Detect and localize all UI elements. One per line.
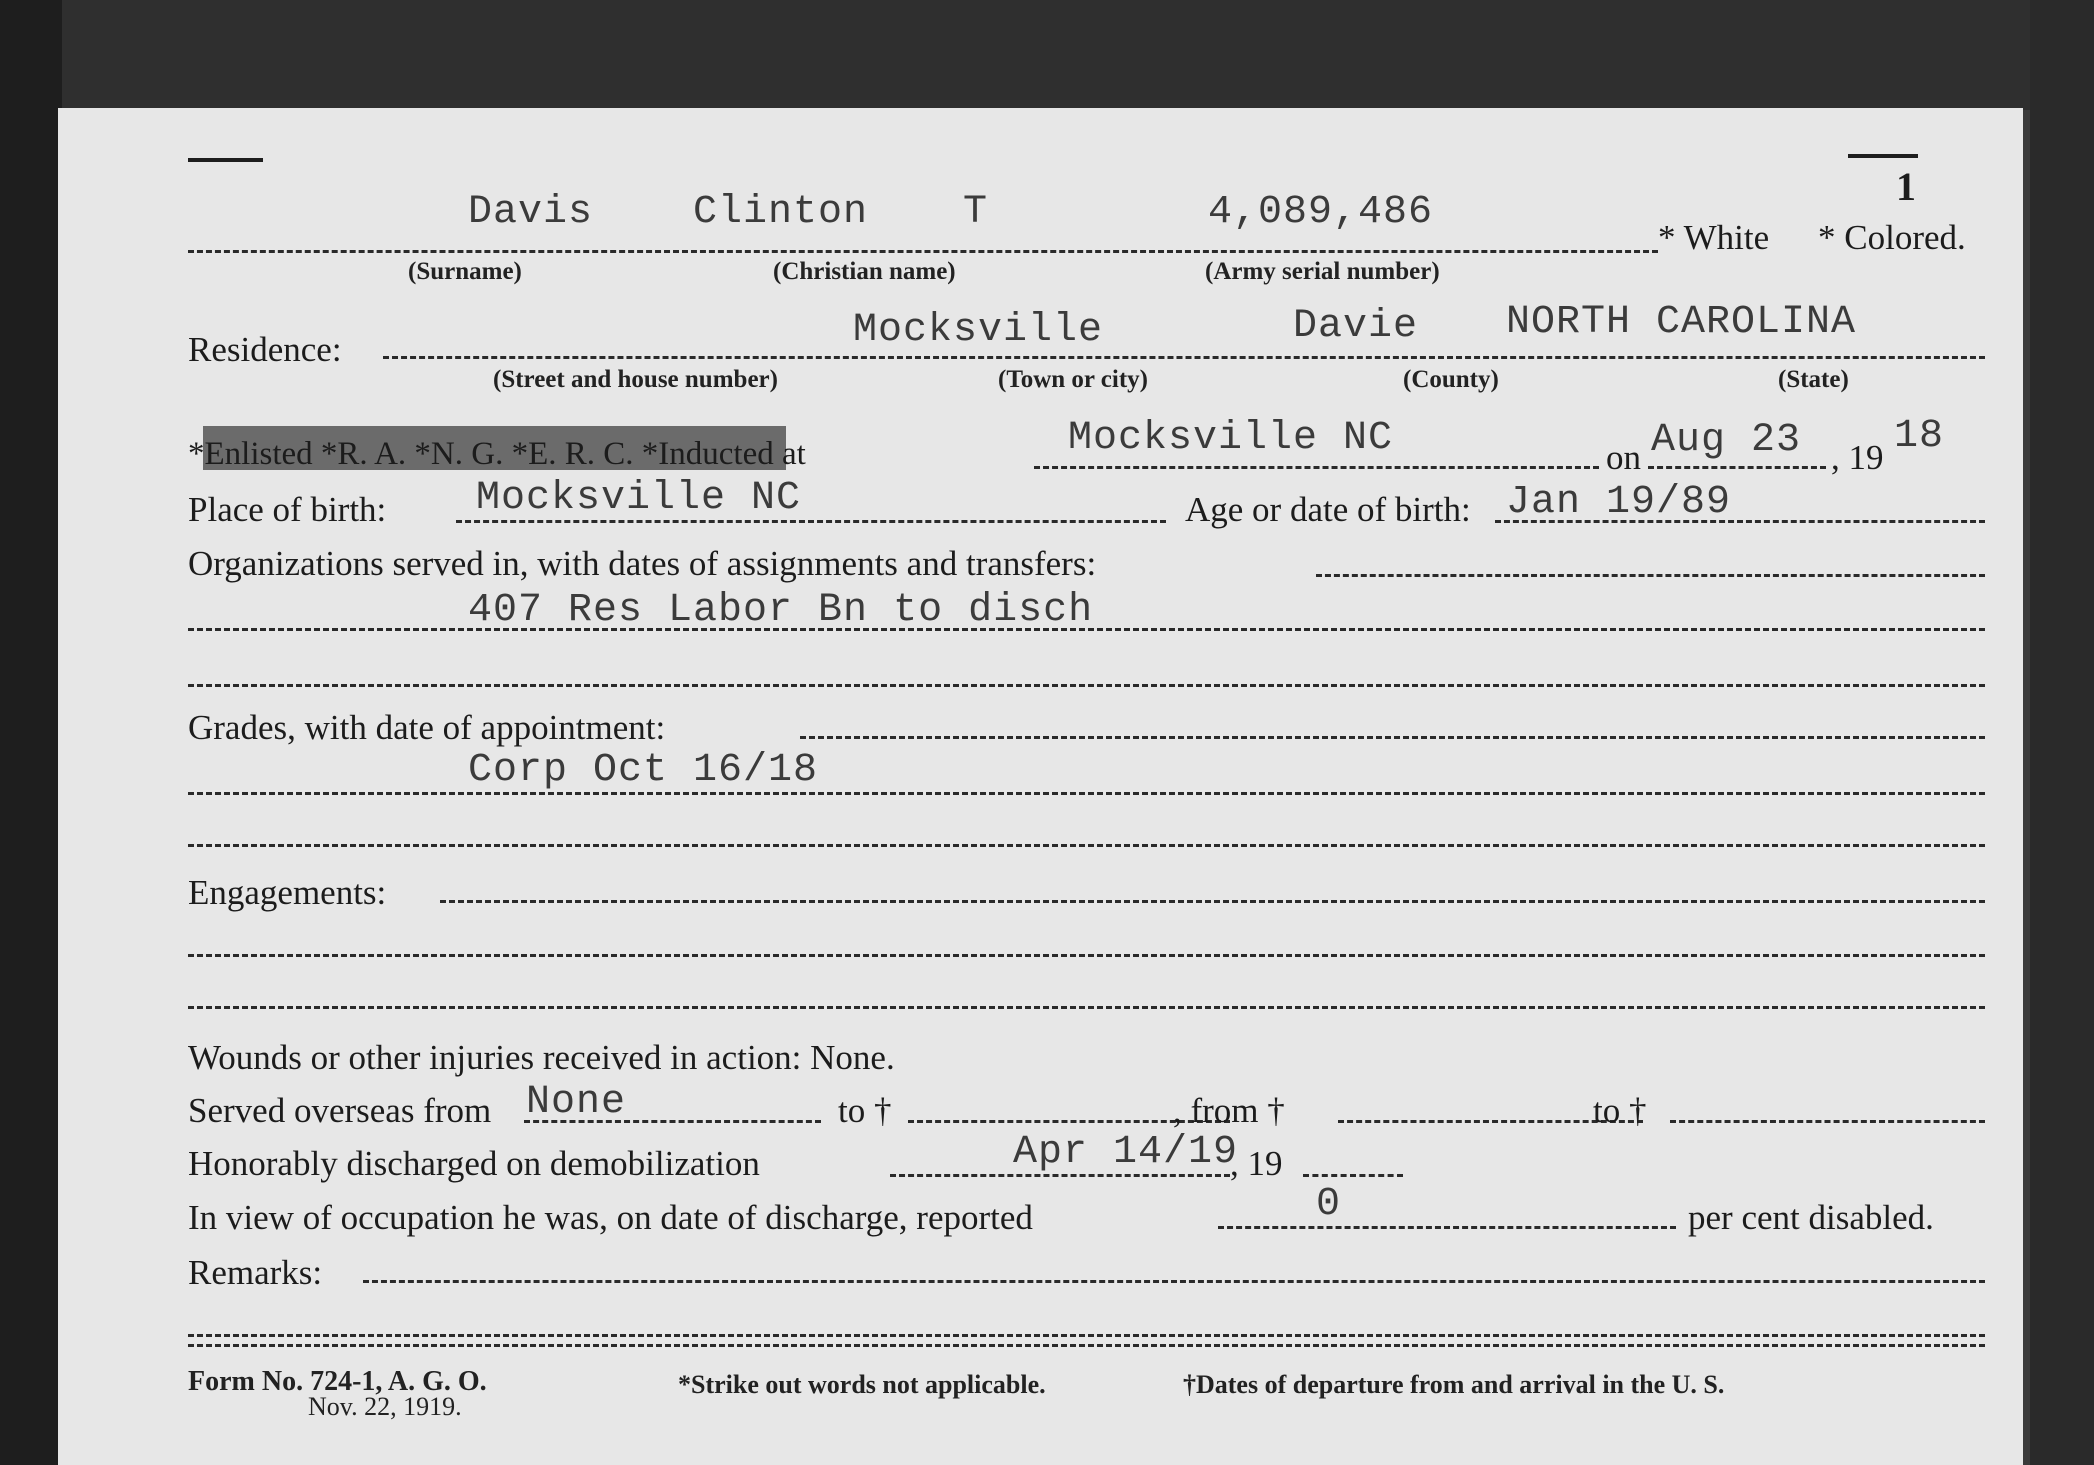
overseas-label: Served overseas from: [188, 1091, 492, 1130]
percent-disabled-line: [1218, 1226, 1676, 1229]
caption-town: (Town or city): [998, 366, 1148, 393]
residence-line: [383, 356, 1985, 359]
discharged-label: Honorably discharged on demobilization: [188, 1144, 760, 1183]
christian-name-value: Clinton: [693, 190, 869, 235]
year-prefix: , 19: [1831, 438, 1884, 477]
overseas-from-value: None: [526, 1080, 627, 1125]
state-value: NORTH CAROLINA: [1506, 300, 1857, 345]
remarks-line-2: [188, 1334, 1985, 1337]
engagements-line-2: [188, 954, 1985, 957]
organizations-label: Organizations served in, with dates of assignments and transfers:: [188, 544, 1097, 583]
inducted-at-line: [1034, 466, 1599, 469]
grades-label: Grades, with date of appointment:: [188, 708, 666, 747]
top-right-rule: [1848, 154, 1918, 158]
name-line: [188, 250, 1658, 253]
remarks-label: Remarks:: [188, 1253, 323, 1292]
induction-date-value: Aug 23: [1651, 418, 1802, 463]
birth-date-line: [1495, 520, 1985, 523]
footnote-strike: *Strike out words not applicable.: [678, 1370, 1046, 1399]
town-value: Mocksville: [853, 308, 1104, 353]
overseas-from-line: [524, 1120, 821, 1123]
birthplace-line: [456, 520, 1166, 523]
engagements-label: Engagements:: [188, 873, 387, 912]
discharge-date-line: [890, 1174, 1230, 1177]
overseas-from-again-label: , from †: [1173, 1091, 1285, 1130]
inducted-at-value: Mocksville NC: [1068, 416, 1394, 461]
scan-background-right: [2030, 0, 2094, 1465]
serial-number-value: 4,089,486: [1208, 190, 1434, 235]
engagements-line-1: [440, 900, 1985, 903]
top-left-rule: [188, 158, 263, 162]
middle-initial-value: T: [963, 190, 989, 235]
induction-date-line: [1648, 466, 1826, 469]
caption-state: (State): [1778, 366, 1849, 393]
remarks-line-1: [363, 1280, 1985, 1283]
overseas-to-again-label: to †: [1593, 1091, 1647, 1130]
engagements-line-3: [188, 1006, 1985, 1009]
organizations-line-1: [1316, 574, 1985, 577]
discharge-date-value: Apr 14/19: [1013, 1130, 1239, 1175]
caption-street: (Street and house number): [493, 366, 778, 393]
caption-serial-number: (Army serial number): [1205, 258, 1440, 285]
caption-surname: (Surname): [408, 258, 522, 285]
percent-disabled-value: 0: [1316, 1182, 1342, 1227]
on-label: on: [1606, 438, 1641, 477]
occupation-label: In view of occupation he was, on date of discharge, reported: [188, 1198, 1033, 1237]
grades-line-1: [800, 736, 1985, 739]
card-number: 1: [1896, 164, 1916, 209]
scan-background-left: [0, 0, 62, 1465]
wounds-label: Wounds or other injuries received in action: None.: [188, 1038, 895, 1077]
race-white-label: * White: [1658, 218, 1770, 257]
grades-value: Corp Oct 16/18: [468, 748, 819, 793]
caption-christian-name: (Christian name): [773, 258, 956, 285]
birthplace-value: Mocksville NC: [476, 476, 802, 521]
grades-line-2: [188, 792, 1985, 795]
discharge-year-line: [1303, 1174, 1403, 1177]
organizations-line-2: [188, 628, 1985, 631]
footnote-dates: †Dates of departure from and arrival in the U. S.: [1183, 1370, 1725, 1399]
grades-line-3: [188, 844, 1985, 847]
race-colored-label: * Colored.: [1818, 218, 1966, 257]
scan-background-top: [0, 0, 2094, 110]
induction-year-value: 18: [1894, 414, 1945, 459]
enlisted-inducted-label: *Enlisted *R. A. *N. G. *E. R. C. *Inducted at: [188, 436, 806, 472]
county-value: Davie: [1293, 304, 1419, 349]
organizations-line-3: [188, 684, 1985, 687]
birthplace-label: Place of birth:: [188, 490, 387, 529]
service-record-card: [58, 108, 2023, 1465]
organizations-value: 407 Res Labor Bn to disch: [468, 588, 1094, 633]
form-number: Form No. 724-1, A. G. O.: [188, 1366, 487, 1397]
birth-date-value: Jan 19/89: [1506, 480, 1732, 525]
form-date: Nov. 22, 1919.: [308, 1392, 462, 1421]
percent-label: per cent disabled.: [1688, 1198, 1934, 1237]
residence-label: Residence:: [188, 330, 342, 369]
surname-value: Davis: [468, 190, 594, 235]
overseas-to-label: to †: [838, 1091, 892, 1130]
age-label: Age or date of birth:: [1185, 490, 1471, 529]
overseas-to-again-line: [1670, 1120, 1985, 1123]
caption-county: (County): [1403, 366, 1499, 393]
year-prefix-2: , 19: [1230, 1144, 1283, 1183]
remarks-line-3: [188, 1344, 1985, 1347]
